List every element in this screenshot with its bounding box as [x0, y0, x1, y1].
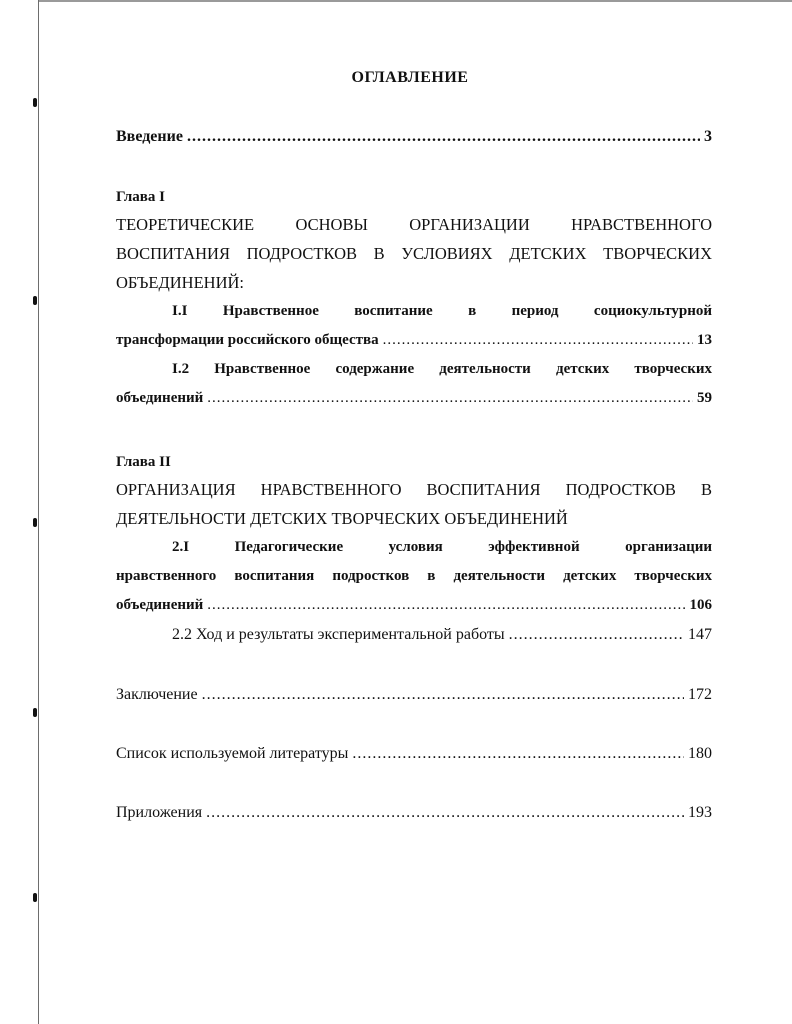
- dot-leader: [206, 804, 684, 822]
- chapter-title-line: ДЕЯТЕЛЬНОСТИ ДЕТСКИХ ТВОРЧЕСКИХ ОБЪЕДИНЕНИЙ: [116, 509, 568, 528]
- dot-leader: [202, 686, 684, 704]
- toc-entry-2-1[interactable]: [116, 533, 712, 620]
- section-title-line: объединений: [116, 390, 204, 406]
- page-title: ОГЛАВЛЕНИЕ: [351, 69, 469, 86]
- section-title-line: объединений: [116, 597, 204, 613]
- chapter-title-line: ТЕОРЕТИЧЕСКИЕ ОСНОВЫ ОРГАНИЗАЦИИ НРАВСТВЕННОГО: [116, 215, 712, 234]
- toc-page-number: 193: [688, 804, 712, 821]
- chapter-1: [116, 189, 712, 413]
- chapter-title-line: ВОСПИТАНИЯ ПОДРОСТКОВ В УСЛОВИЯХ ДЕТСКИХ ТВОРЧЕСКИХ: [116, 244, 712, 263]
- dot-leader: [352, 745, 684, 763]
- toc-page-number: 147: [688, 626, 712, 643]
- chapter-label: Глава II: [116, 454, 171, 470]
- chapter-title-line: ОРГАНИЗАЦИЯ НРАВСТВЕННОГО ВОСПИТАНИЯ ПОДРОСТКОВ В: [116, 480, 712, 499]
- toc-page-number: 180: [688, 745, 712, 762]
- toc-page-number: 59: [697, 390, 712, 406]
- section-title-line: 2.I Педагогические условия эффективной организации: [172, 539, 712, 555]
- toc-page-number: 106: [689, 597, 712, 613]
- section-title-line: трансформации российского общества: [116, 332, 379, 348]
- toc-page-number: 13: [697, 332, 712, 348]
- toc-label: Введение: [116, 128, 183, 145]
- toc-entry-appendix[interactable]: [116, 804, 712, 822]
- toc-entry-conclusion[interactable]: [116, 686, 712, 704]
- dot-leader: [187, 128, 700, 146]
- binding-hole-mark: [33, 708, 37, 717]
- chapter-2: [116, 454, 712, 649]
- toc-label: Список используемой литературы: [116, 745, 349, 762]
- dot-leader: [509, 620, 684, 649]
- toc-entry-1-2[interactable]: [116, 355, 712, 413]
- toc-entry-1-1[interactable]: [116, 297, 712, 355]
- toc-entry-2-2[interactable]: [116, 620, 712, 649]
- toc-entry-references[interactable]: [116, 745, 712, 763]
- chapter-label: Глава I: [116, 189, 165, 205]
- binding-hole-mark: [33, 98, 37, 107]
- section-title-line: I.2 Нравственное содержание деятельности детских творческих: [172, 361, 712, 377]
- page-left-edge: [38, 0, 39, 1024]
- toc-entry-intro[interactable]: [116, 128, 712, 146]
- toc-page-number: 3: [704, 128, 712, 145]
- dot-leader: [383, 326, 693, 355]
- toc-label: Приложения: [116, 804, 203, 821]
- section-title-line: I.I Нравственное воспитание в период социокультурной: [172, 303, 712, 319]
- page-top-edge: [38, 0, 792, 2]
- toc-page-number: 172: [688, 686, 712, 703]
- binding-hole-mark: [33, 518, 37, 527]
- toc-label: Заключение: [116, 686, 198, 703]
- binding-hole-mark: [33, 893, 37, 902]
- section-title-line: 2.2 Ход и результаты экспериментальной работы: [172, 626, 505, 643]
- chapter-title-line: ОБЪЕДИНЕНИЙ:: [116, 273, 244, 292]
- section-title-line: нравственного воспитания подростков в деятельности детских творческих: [116, 568, 712, 584]
- binding-hole-mark: [33, 296, 37, 305]
- dot-leader: [207, 384, 693, 413]
- dot-leader: [207, 591, 685, 620]
